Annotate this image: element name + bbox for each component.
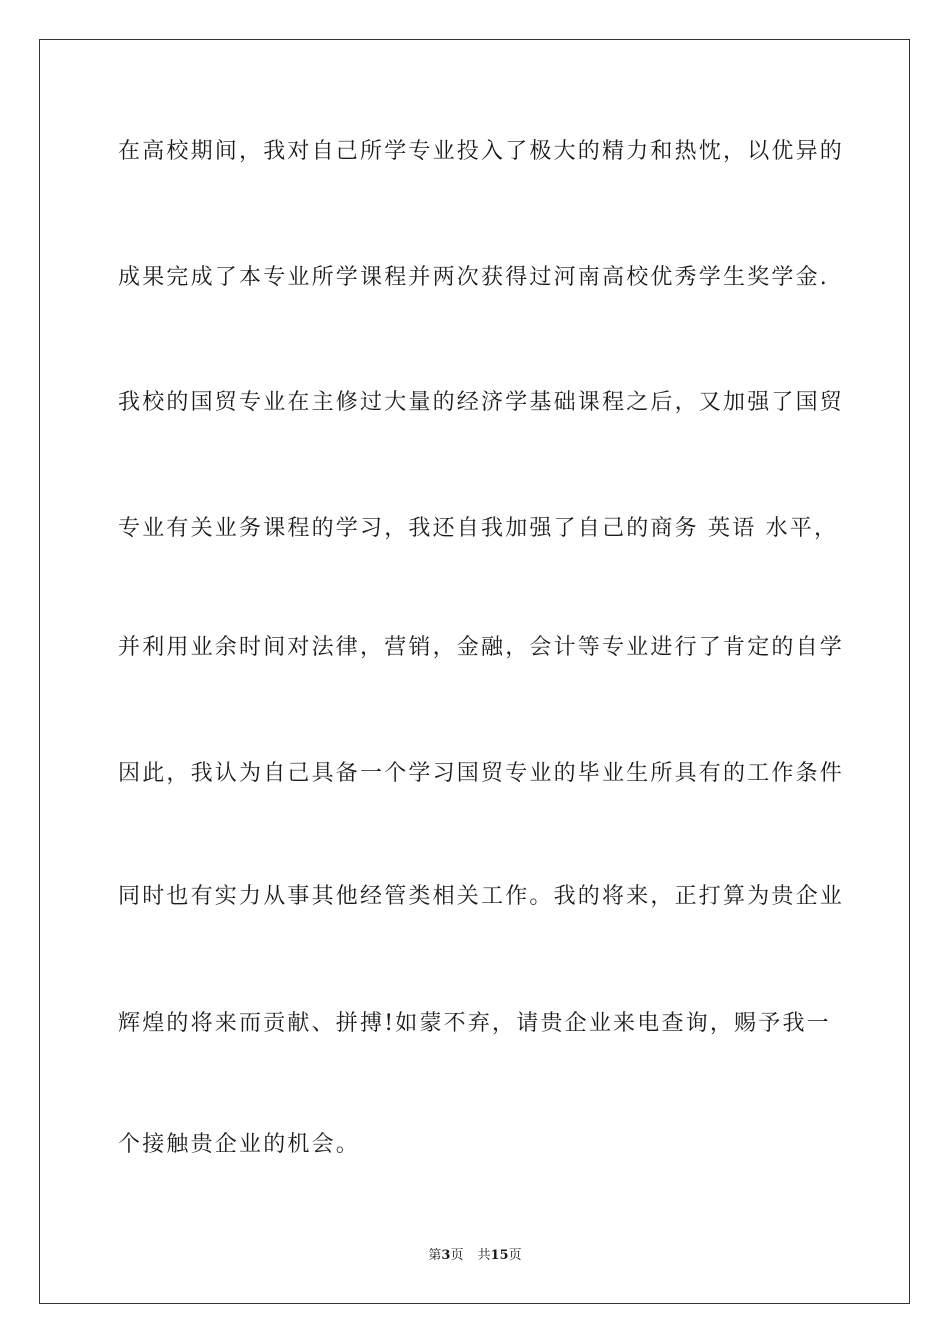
page-suffix: 页 [450, 1248, 464, 1263]
page-footer [0, 1247, 950, 1265]
body-text-line: 并利用业余时间对法律，营销，金融，会计等专业进行了肯定的自学 [118, 635, 845, 660]
page-prefix: 第 [428, 1248, 442, 1263]
body-text-line: 在高校期间，我对自己所学专业投入了极大的精力和热忱，以优异的 [118, 139, 845, 164]
page-border [39, 39, 910, 1304]
body-text-line: 因此，我认为自己具备一个学习国贸专业的毕业生所具有的工作条件 [118, 761, 845, 786]
body-text-line: 个接触贵企业的机会。 [118, 1132, 361, 1157]
total-pages: 15 [490, 1248, 509, 1263]
body-text-line: 我校的国贸专业在主修过大量的经济学基础课程之后，又加强了国贸 [118, 390, 845, 415]
total-suffix: 页 [508, 1248, 522, 1263]
body-text-line: 成果完成了本专业所学课程并两次获得过河南高校优秀学生奖学金. [118, 265, 829, 290]
page-number: 3 [441, 1248, 451, 1263]
body-text-line: 辉煌的将来而贡献、拼搏!如蒙不弃，请贵企业来电查询，赐予我一 [118, 1011, 831, 1036]
body-text-line: 专业有关业务课程的学习，我还自我加强了自己的商务 英语 水平， [118, 516, 839, 541]
body-text-line: 同时也有实力从事其他经管类相关工作。我的将来，正打算为贵企业 [118, 884, 845, 909]
total-prefix: 共 [477, 1248, 491, 1263]
